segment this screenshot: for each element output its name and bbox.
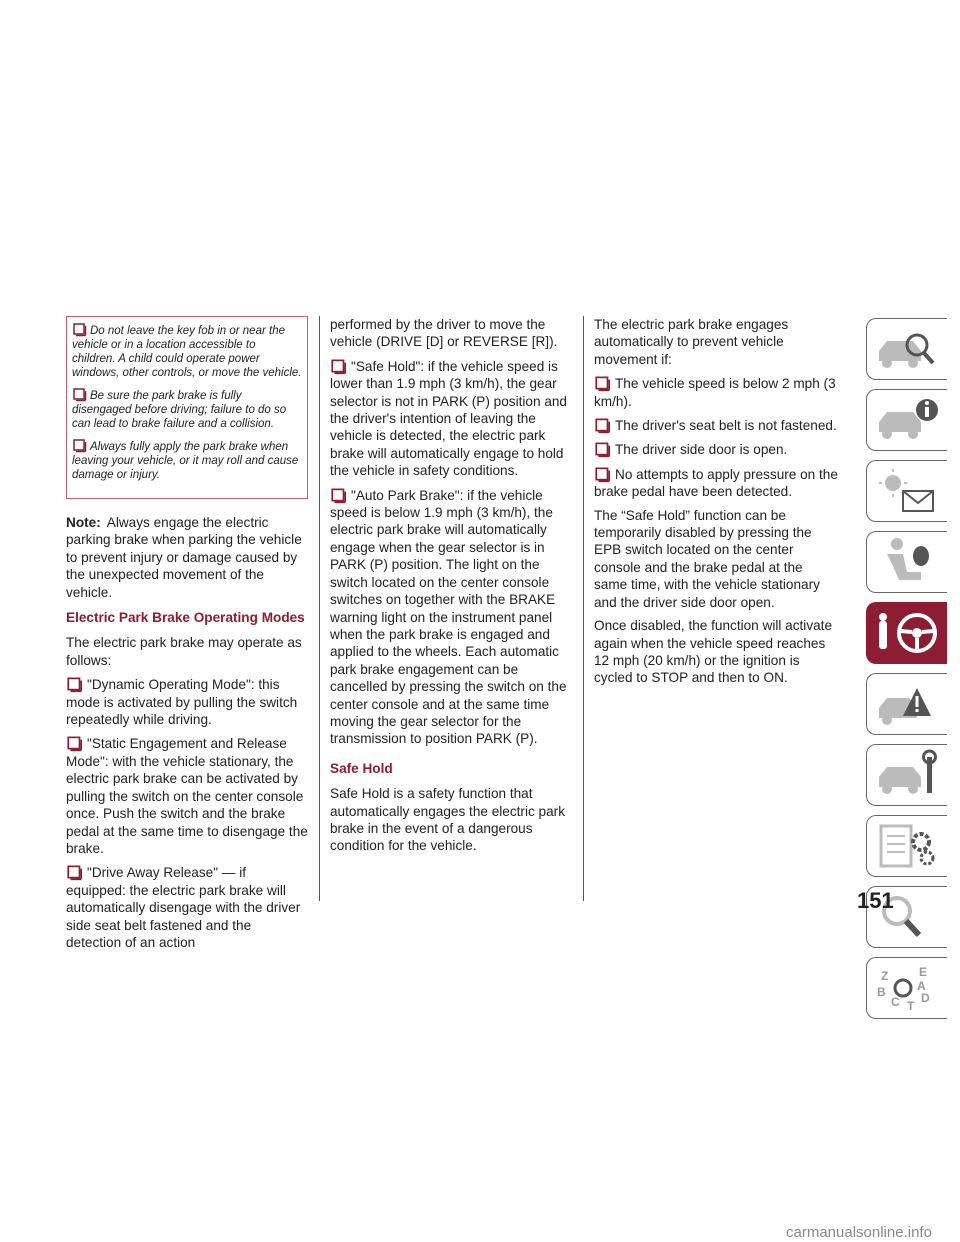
bullet-box-icon xyxy=(72,437,88,453)
warning-light-message-icon xyxy=(873,465,943,517)
safe-hold-disable-text: The “Safe Hold” function can be temporarily disabled by pressing the EPB switch located on the center console and the brake pedal at the same time, with the vehicle stationary and the driver side door open. xyxy=(594,507,820,610)
tab-car-info[interactable] xyxy=(866,389,947,451)
column-2 xyxy=(330,316,573,861)
bullet-box-icon xyxy=(330,486,348,504)
chapter-tabs xyxy=(866,318,948,1028)
car-accident-icon xyxy=(873,678,943,730)
list-item: "Dynamic Operating Mode": this mode is activated by pulling the switch repeatedly while driving. xyxy=(66,677,298,728)
section-heading-operating-modes: Electric Park Brake Operating Modes xyxy=(66,610,305,626)
tab-index[interactable] xyxy=(866,957,947,1019)
list-item: The driver's seat belt is not fastened. xyxy=(594,416,839,434)
list-item: "Safe Hold": if the vehicle speed is lower than 1.9 mph (3 km/h), the gear selector is not in PARK (P) position and the driver's intention of leaving the vehicle is detected, the electric park brake will automatically engage to hold the vehicle in safety conditions. xyxy=(330,358,567,479)
column-divider xyxy=(583,316,584,901)
tab-warning-lights[interactable] xyxy=(866,460,947,522)
tab-specifications[interactable] xyxy=(866,815,947,877)
bullet-box-icon xyxy=(594,440,612,458)
list-item: "Static Engagement and Release Mode": with the vehicle stationary, the electric park brake can be activated by pulling the switch on the center console once. Push the switch and the brake pedal at the same time to disengage the brake. xyxy=(66,736,308,856)
safe-hold-reactivate-text: Once disabled, the function will activate again when the vehicle speed reaches 12 mph (20 km/h) or the ignition is cycled to STOP and then to ON. xyxy=(594,618,833,686)
svg-text:C: C xyxy=(891,995,900,1009)
car-wrench-icon xyxy=(873,749,943,801)
svg-text:D: D xyxy=(921,991,930,1005)
safe-hold-text: Safe Hold is a safety function that automatically engages the electric park brake in the event of a dangerous condition for the vehicle. xyxy=(330,786,565,854)
car-magnifier-icon xyxy=(873,323,943,375)
seated-person-airbag-icon xyxy=(873,536,943,588)
svg-text:T: T xyxy=(907,999,915,1013)
tab-car-magnifier[interactable] xyxy=(866,318,947,380)
bullet-box-icon xyxy=(66,734,84,752)
bullet-box-icon xyxy=(594,416,612,434)
list-item: The driver side door is open. xyxy=(594,440,839,458)
operating-modes-intro: The electric park brake may operate as follows: xyxy=(66,635,302,668)
car-info-icon xyxy=(873,394,943,446)
bullet-box-icon xyxy=(594,374,612,392)
tab-servicing[interactable] xyxy=(866,744,947,806)
svg-text:E: E xyxy=(919,965,928,979)
page-number: 151 xyxy=(857,888,894,913)
svg-text:A: A xyxy=(917,979,926,993)
auto-engage-intro: The electric park brake engages automatically to prevent vehicle movement if: xyxy=(594,317,789,367)
svg-text:Z: Z xyxy=(881,969,889,983)
bullet-box-icon xyxy=(594,465,612,483)
warning-item: Always fully apply the park brake when leaving your vehicle, or it may roll and cause damage or injury. xyxy=(72,437,302,482)
warning-item: Do not leave the key fob in or near the vehicle or in a location accessible to children. A child could operate power windows, other controls, or move the vehicle. xyxy=(72,321,302,380)
bullet-box-icon xyxy=(72,386,88,402)
column-3 xyxy=(594,316,839,693)
list-item: The vehicle speed is below 2 mph (3 km/h). xyxy=(594,376,836,409)
note xyxy=(66,514,308,601)
bullet-box-icon xyxy=(66,675,84,693)
tab-emergency[interactable] xyxy=(866,673,947,735)
continuation-text: performed by the driver to move the vehicle (DRIVE [D] or REVERSE [R]). xyxy=(330,317,558,350)
column-divider xyxy=(319,316,320,901)
bullet-box-icon xyxy=(72,321,88,337)
svg-text:B: B xyxy=(877,985,886,999)
list-item: "Auto Park Brake": if the vehicle speed is below 1.9 mph (3 km/h), the electric park brake will automatically engage when the gear selector is in PARK (P) position. The light on the switch located on the center console switches on together with the BRAKE warning light on the instrument panel when the park brake is engaged and applied to the wheels. Each automatic park brake engagement can be cancelled by pressing the switch on the center console and at the same time moving the gear selector for the transmission to position PARK (P). xyxy=(330,487,567,747)
column-1 xyxy=(66,316,308,957)
key-steering-wheel-icon xyxy=(873,607,943,659)
warning-box xyxy=(66,316,308,499)
specifications-gear-icon xyxy=(873,820,943,872)
bullet-box-icon xyxy=(66,863,84,881)
alphabetical-index-icon xyxy=(873,962,943,1014)
list-item: No attempts to apply pressure on the brake pedal have been detected. xyxy=(594,466,838,500)
tab-safety[interactable] xyxy=(866,531,947,593)
tab-starting-operating[interactable] xyxy=(866,602,947,664)
note-text: Always engage the electric parking brake when parking the vehicle to prevent injury or damage caused by the unexpected movement of the vehicle. xyxy=(66,515,302,600)
warning-item: Be sure the park brake is fully disengaged before driving; failure to do so can lead to brake failure and a collision. xyxy=(72,386,302,431)
bullet-box-icon xyxy=(330,357,348,375)
note-label: Note: xyxy=(66,515,101,530)
section-heading-safe-hold: Safe Hold xyxy=(330,760,393,776)
list-item: "Drive Away Release" — if equipped: the electric park brake will automatically disengage with the driver side seat belt fastened and the detection of an action xyxy=(66,865,301,950)
watermark: carmanualsonline.info xyxy=(786,1224,932,1241)
